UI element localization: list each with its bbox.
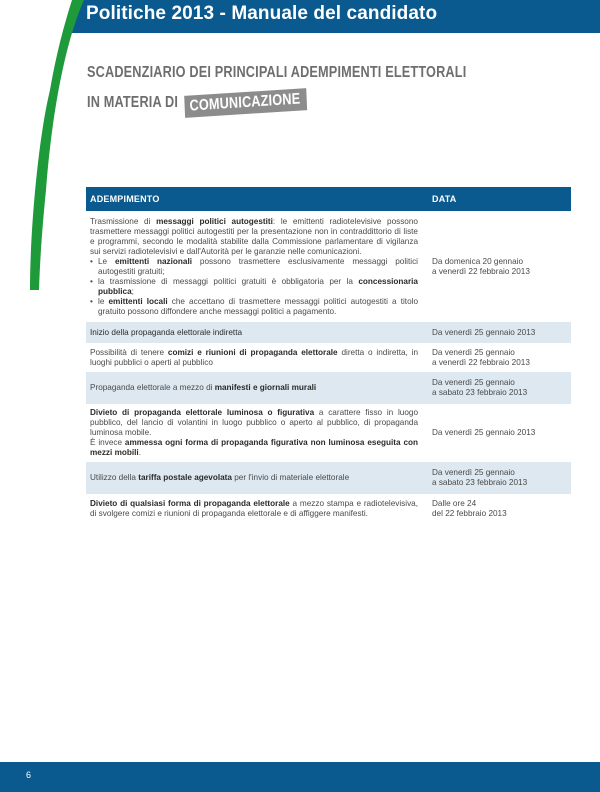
table-row: [86, 372, 571, 404]
table-header-row: [86, 187, 571, 211]
date-cell: Dalle ore 24 del 22 febbraio 2013: [422, 494, 571, 524]
section-title-highlight: COMUNICAZIONE: [184, 88, 307, 118]
adempimento-cell: [86, 211, 422, 322]
bullet-item: • la trasmissione di messaggi politici gratuiti è obbligatoria per la concessionaria pubblica;: [90, 277, 418, 297]
adempimento-cell: Propaganda elettorale a mezzo di manifesti e giornali murali: [86, 372, 422, 404]
date-cell: Da venerdì 25 gennaio a sabato 23 febbraio 2013: [422, 372, 571, 404]
column-header-adempimento: ADEMPIMENTO: [86, 187, 422, 211]
bullet-item: • le emittenti locali che accettano di trasmettere messaggi politici autogestiti a titolo gratuito possono diffondere anche messaggi politici a pagamento.: [90, 297, 418, 317]
section-title-prefix: IN MATERIA DI: [87, 94, 179, 111]
date-cell: Da domenica 20 gennaio a venerdì 22 febbraio 2013: [422, 211, 571, 322]
adempimento-cell: Inizio della propaganda elettorale indiretta: [86, 322, 422, 343]
date-cell: Da venerdì 25 gennaio a venerdì 22 febbraio 2013: [422, 343, 571, 372]
column-header-data: DATA: [422, 187, 571, 211]
date-cell: Da venerdì 25 gennaio 2013: [422, 322, 571, 343]
section-title: [87, 64, 550, 114]
table-row: [86, 322, 571, 343]
schedule-table: [86, 187, 571, 524]
table-row: [86, 494, 571, 524]
footer-band: [0, 762, 600, 792]
page-number: 6: [26, 770, 32, 780]
table-row: [86, 343, 571, 372]
section-title-line1: SCADENZIARIO DEI PRINCIPALI ADEMPIMENTI ELETTORALI: [87, 64, 467, 81]
section-title-line2: [87, 92, 466, 114]
adempimento-cell: Utilizzo della tariffa postale agevolata per l'invio di materiale elettorale: [86, 462, 422, 494]
date-cell: Da venerdì 25 gennaio a sabato 23 febbraio 2013: [422, 462, 571, 494]
adempimento-cell: Divieto di qualsiasi forma di propaganda elettorale a mezzo stampa e radiotelevisiva, di svolgere comizi e riunioni di propaganda elettorale e di affiggere manifesti.: [86, 494, 422, 524]
document-title: Politiche 2013 - Manuale del candidato: [86, 3, 438, 24]
date-cell: Da venerdì 25 gennaio 2013: [422, 404, 571, 462]
table-row: [86, 211, 571, 322]
adempimento-cell: Divieto di propaganda elettorale luminosa o figurativa a carattere fisso in luogo pubblico, del lancio di volantini in luogo pubblico o aperto al pubblico, di propaganda luminosa mobile. È invece ammessa ogni forma di propaganda figurativa non luminosa eseguita con mezzi mobili.: [86, 404, 422, 462]
row-intro: Trasmissione di messaggi politici autogestiti: le emittenti radiotelevisive possono trasmettere messaggi politici autogestiti per la presentazione non in contraddittorio di liste e programmi, secondo le modalità stabilite dalla Commissione parlamentare di vigilanza sui servizi radiotelevisivi e dall'Autorità per le garanzie nelle comunicazioni.: [90, 216, 418, 256]
bullet-item: • Le emittenti nazionali possono trasmettere esclusivamente messaggi politici autogestiti gratuiti;: [90, 257, 418, 277]
table-row: [86, 462, 571, 494]
adempimento-cell: Possibilità di tenere comizi e riunioni di propaganda elettorale diretta o indiretta, in luoghi pubblici o aperti al pubblico: [86, 343, 422, 372]
table-row: [86, 404, 571, 462]
